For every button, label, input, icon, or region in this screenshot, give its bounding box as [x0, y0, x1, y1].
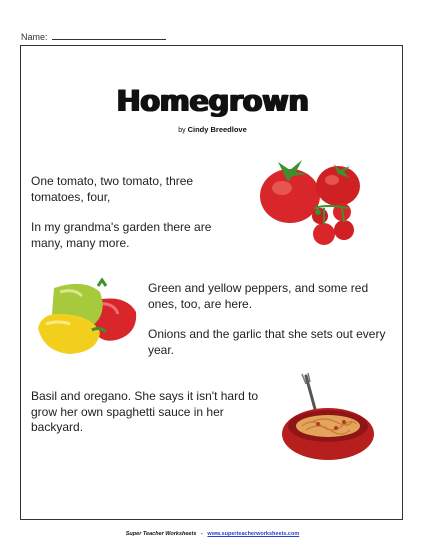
by-label: by: [178, 127, 186, 134]
name-label: Name:: [21, 32, 48, 42]
stanza-1: One tomato, two tomato, three tomatoes, four,: [31, 174, 194, 204]
spaghetti-bowl-illustration: [278, 372, 378, 468]
stanza-5: Basil and oregano. She says it isn't hard to grow her own spaghetti sauce in her backyard.: [31, 389, 259, 434]
stanza-2: In my grandma's garden there are many, many more.: [31, 220, 212, 250]
stanza-3: Green and yellow peppers, and some red ones, too, are here.: [148, 281, 369, 311]
footer-separator: -: [200, 531, 203, 537]
stanza-4: Onions and the garlic that she sets out every year.: [148, 327, 386, 357]
poem-author: Cindy Breedlove: [187, 125, 247, 134]
footer-brand: Super Teacher Worksheets: [125, 531, 197, 537]
poem-title: Homegrown: [116, 84, 309, 118]
name-field[interactable]: [21, 31, 166, 42]
poem-byline: [0, 125, 425, 134]
name-blank-line[interactable]: [52, 31, 166, 40]
peppers-illustration: [34, 278, 146, 360]
page-footer: [0, 531, 425, 537]
footer-url-link[interactable]: www.superteacherworksheets.com: [207, 531, 300, 537]
tomatoes-illustration: [258, 152, 368, 252]
